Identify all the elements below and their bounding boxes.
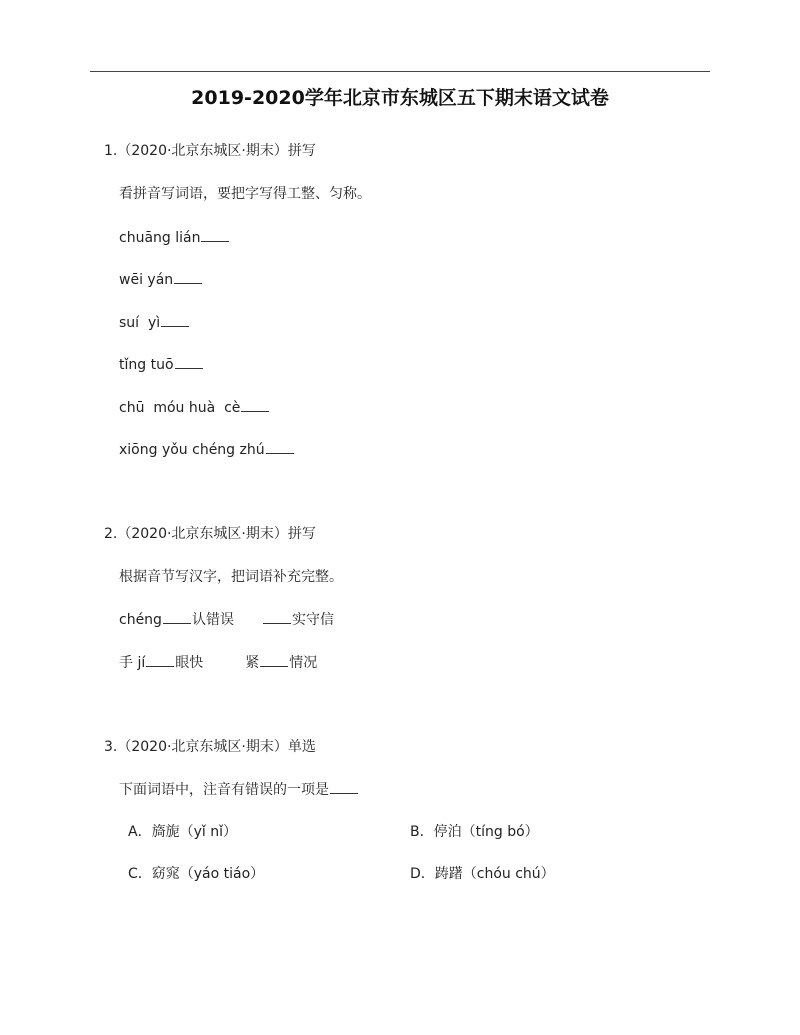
answer-blank[interactable] [266,439,294,454]
question-1-item [119,439,295,460]
question-1-item [119,227,230,248]
answer-blank[interactable] [201,227,229,242]
option-c[interactable]: C．窈窕（yáo tiáo） [128,866,265,882]
question-2-header: 2.（2020·北京东城区·期末）拼写 [104,526,316,542]
answer-blank[interactable] [146,652,174,667]
page-title: 2019-2020学年北京市东城区五下期末语文试卷 [191,87,609,109]
pinyin-text: xiōng yǒu chéng zhú [119,442,265,458]
answer-blank[interactable] [260,652,288,667]
question-3-instruction [119,779,359,800]
question-1-item [119,312,190,333]
instruction-text: 下面词语中，注音有错误的一项是 [119,782,329,798]
word-part: chéng [119,612,162,628]
question-2-row [119,609,334,630]
question-3-header: 3.（2020·北京东城区·期末）单选 [104,739,316,755]
word-part: 情况 [289,655,318,671]
answer-blank[interactable] [174,269,202,284]
answer-blank[interactable] [330,779,358,794]
option-b[interactable]: B．停泊（tíng bó） [410,824,539,840]
answer-blank[interactable] [175,354,203,369]
word-part: 紧 [245,655,260,671]
question-1-instruction: 看拼音写词语，要把字写得工整、匀称。 [119,186,371,202]
question-2-instruction: 根据音节写汉字，把词语补充完整。 [119,569,343,585]
word-part: 认错误 [191,612,234,628]
answer-blank[interactable] [161,312,189,327]
question-1-item [119,354,204,375]
pinyin-text: suí yì [119,315,161,331]
answer-blank[interactable] [241,397,269,412]
question-1-header: 1.（2020·北京东城区·期末）拼写 [104,143,316,159]
word-part: 眼快 [175,655,204,671]
pinyin-text: chū móu huà cè [119,400,241,416]
option-a[interactable]: A．旖旎（yǐ nǐ） [128,824,237,840]
pinyin-text: wēi yán [119,272,174,288]
word-part: 实守信 [291,612,334,628]
question-1-item [119,397,270,418]
answer-blank[interactable] [263,609,291,624]
pinyin-text: tǐng tuō [119,357,174,373]
pinyin-text: chuāng lián [119,230,201,246]
question-1-item [119,269,203,290]
question-2-row [119,652,317,673]
answer-blank[interactable] [163,609,191,624]
top-rule [90,71,710,72]
word-part: 手 jí [119,655,146,671]
option-d[interactable]: D．踌躇（chóu chú） [410,866,555,882]
